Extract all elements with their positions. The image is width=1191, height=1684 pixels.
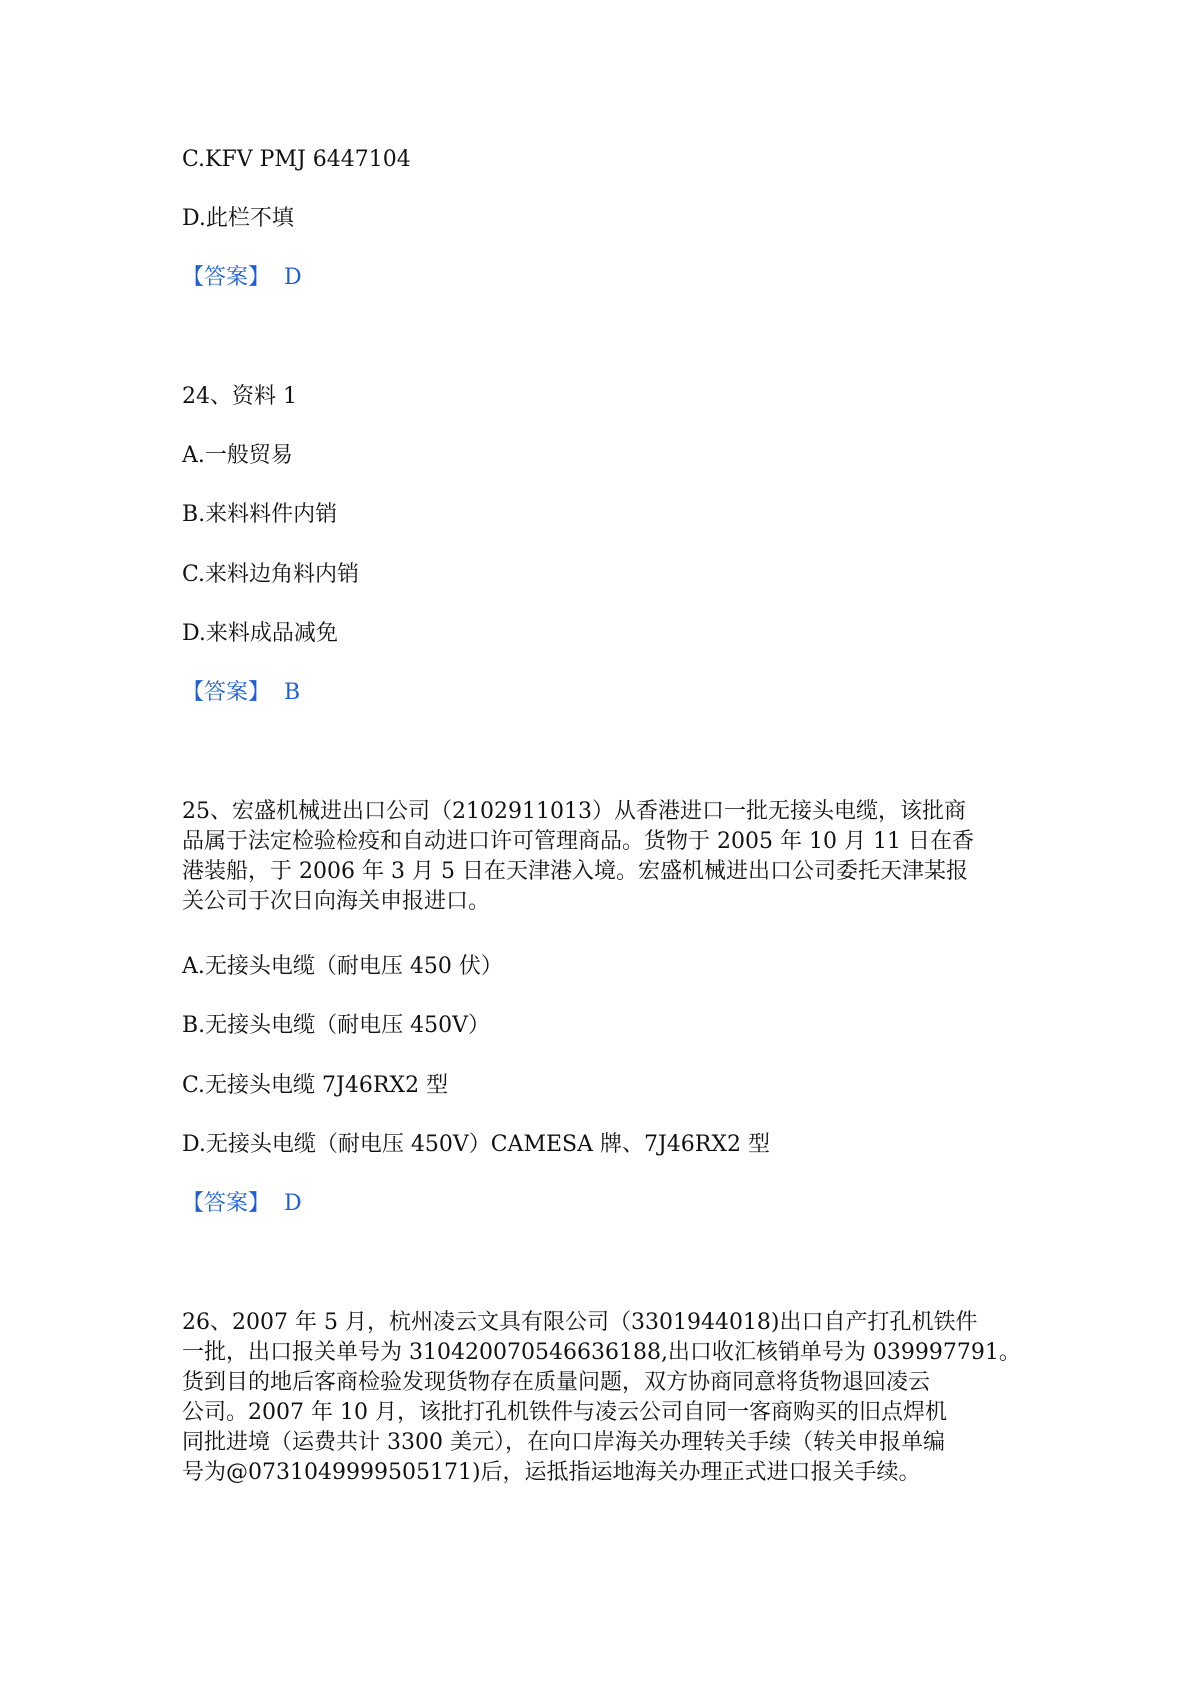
q25-option-b: B.无接头电缆（耐电压 450V） — [182, 1013, 491, 1038]
q24-option-c: C.来料边角料内销 — [182, 562, 360, 587]
q25-stem — [182, 797, 1012, 917]
q26-stem-line: 货到目的地后客商检验发现货物存在质量问题，双方协商同意将货物退回凌云 — [182, 1370, 931, 1395]
q26-stem-line: 公司。2007 年 10 月，该批打孔机铁件与凌云公司自同一客商购买的旧点焊机 — [182, 1400, 947, 1425]
q23-answer — [182, 263, 302, 293]
q26-stem-line: 26、2007 年 5 月，杭州凌云文具有限公司（3301944018)出口自产打孔机铁件 — [182, 1310, 978, 1335]
q25-option-d: D.无接头电缆（耐电压 450V）CAMESA 牌、7J46RX2 型 — [182, 1132, 771, 1157]
q24-option-a: A.一般贸易 — [182, 443, 293, 468]
q24-answer — [182, 678, 300, 708]
q25-stem-line: 港装船，于 2006 年 3 月 5 日在天津港入境。宏盛机械进出口公司委托天津某报 — [182, 859, 968, 884]
q24-option-b: B.来料料件内销 — [182, 502, 338, 527]
answer-value: D — [284, 265, 302, 290]
q25-answer — [182, 1189, 302, 1219]
answer-tag: 【答案】 — [182, 680, 271, 705]
answer-value: B — [284, 680, 301, 705]
q26-stem-line: 号为@0731049999505171)后，运抵指运地海关办理正式进口报关手续。 — [182, 1460, 921, 1485]
q24-stem: 24、资料 1 — [182, 384, 297, 409]
q25-option-a: A.无接头电缆（耐电压 450 伏） — [182, 954, 503, 979]
q23-option-c: C.KFV PMJ 6447104 — [182, 147, 411, 172]
answer-tag: 【答案】 — [182, 265, 271, 290]
q25-stem-line: 关公司于次日向海关申报进口。 — [182, 889, 491, 914]
q26-stem-line: 一批，出口报关单号为 310420070546636188,出口收汇核销单号为 039997791。 — [182, 1340, 1021, 1365]
q23-option-d: D.此栏不填 — [182, 206, 294, 231]
q25-option-c: C.无接头电缆 7J46RX2 型 — [182, 1073, 449, 1098]
q26-stem — [182, 1308, 1021, 1488]
q25-stem-line: 25、宏盛机械进出口公司（2102911013）从香港进口一批无接头电缆，该批商 — [182, 799, 966, 824]
q24-option-d: D.来料成品减免 — [182, 621, 338, 646]
q25-stem-line: 品属于法定检验检疫和自动进口许可管理商品。货物于 2005 年 10 月 11 日在香 — [182, 829, 974, 854]
q26-stem-line: 同批进境（运费共计 3300 美元），在向口岸海关办理转关手续（转关申报单编 — [182, 1430, 945, 1455]
answer-tag: 【答案】 — [182, 1191, 271, 1216]
answer-value: D — [284, 1191, 302, 1216]
